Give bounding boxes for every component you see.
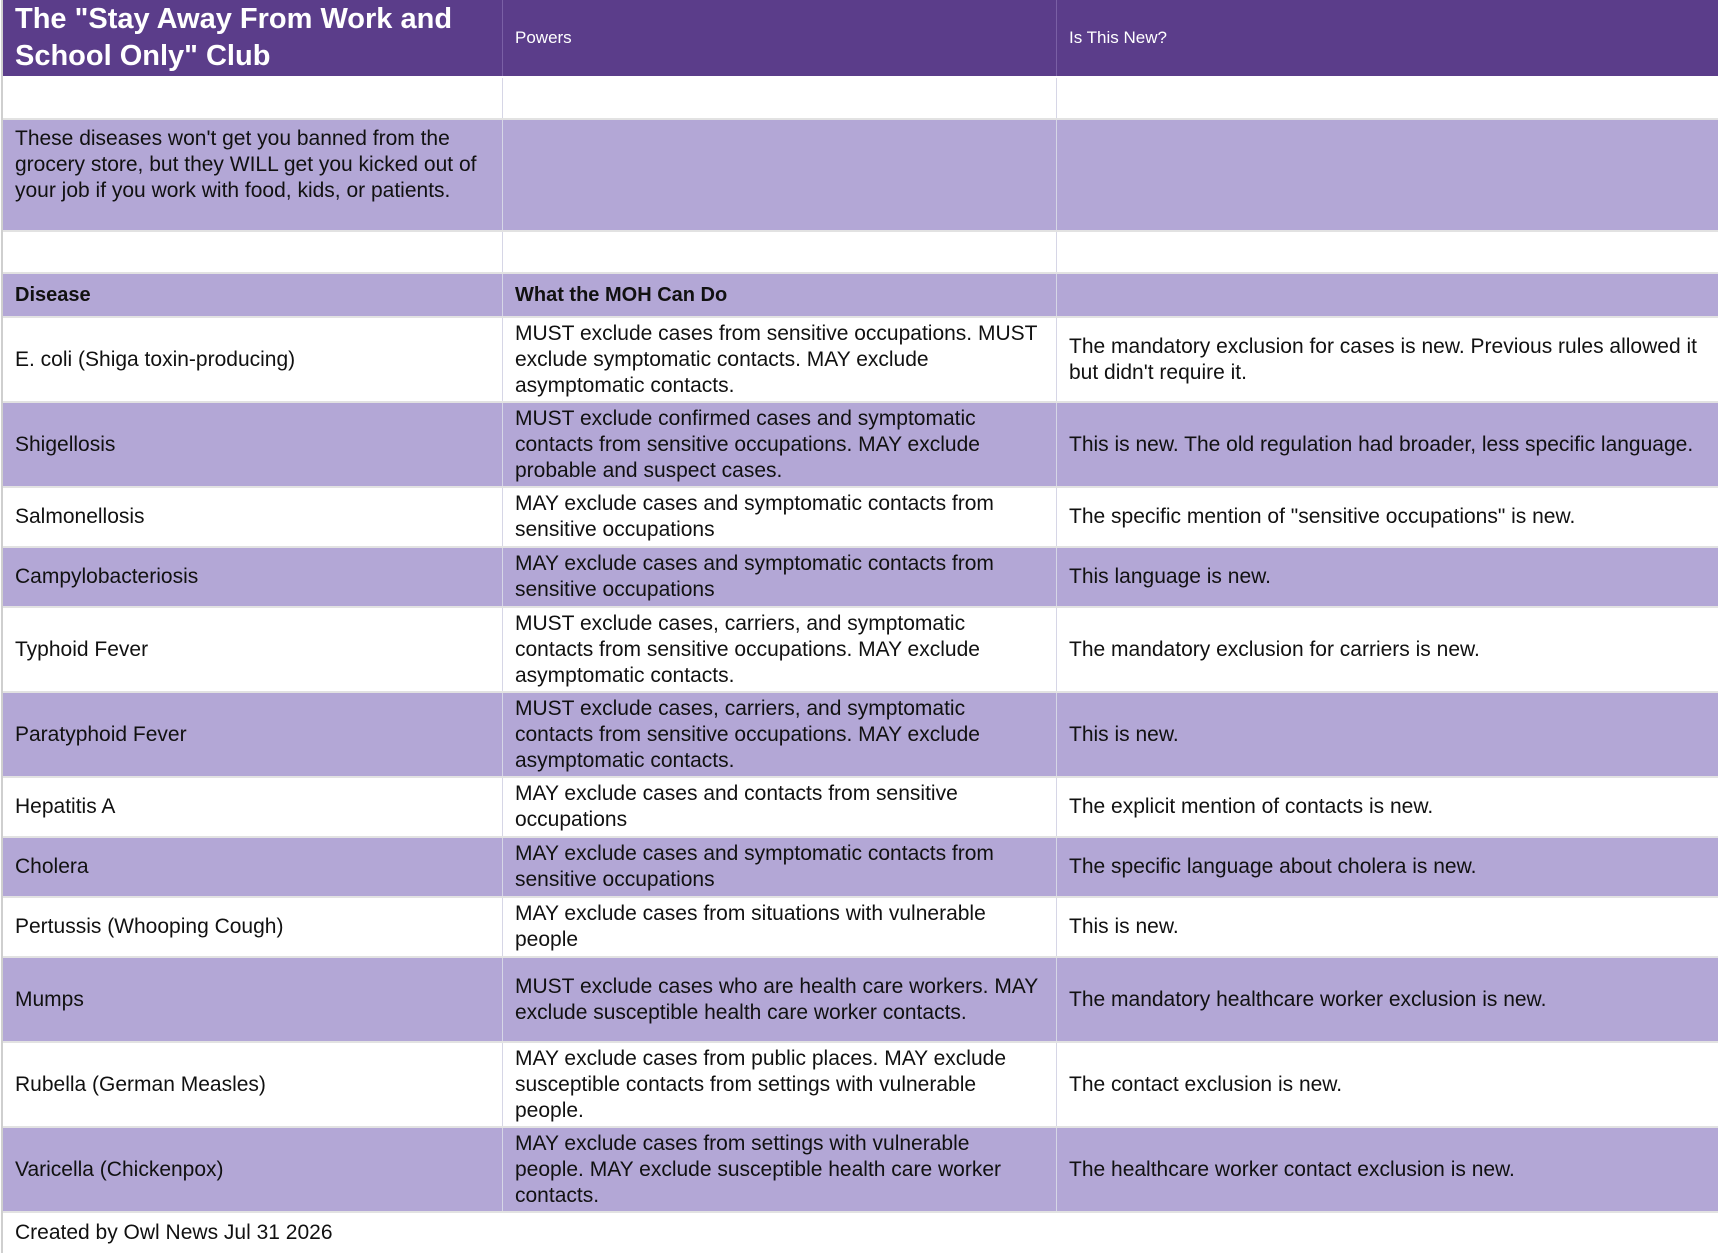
table-row	[3, 958, 1718, 1043]
powers-cell: MUST exclude cases, carriers, and symptomatic contacts from sensitive occupations. MAY exclude asymptomatic contacts.	[503, 608, 1057, 691]
moh-powers-column-header: What the MOH Can Do	[503, 274, 1057, 316]
table-row	[3, 608, 1718, 693]
powers-cell: MAY exclude cases and symptomatic contacts from sensitive occupations	[503, 838, 1057, 896]
is-new-column-header: Is This New?	[1057, 0, 1718, 76]
disease-cell: E. coli (Shiga toxin-producing)	[3, 318, 503, 401]
powers-cell: MAY exclude cases and symptomatic contacts from sensitive occupations	[503, 488, 1057, 546]
disease-column-header: Disease	[3, 274, 503, 316]
is-new-cell: The specific mention of "sensitive occupations" is new.	[1069, 505, 1576, 528]
spacer-row	[3, 232, 1718, 274]
disease-cell: Pertussis (Whooping Cough)	[3, 898, 503, 956]
powers-cell: MUST exclude cases, carriers, and symptomatic contacts from sensitive occupations. MAY exclude asymptomatic contacts.	[503, 693, 1057, 776]
powers-cell: MUST exclude cases from sensitive occupations. MUST exclude symptomatic contacts. MAY exclude asymptomatic contacts.	[503, 318, 1057, 401]
table-title: The "Stay Away From Work and School Only" Club	[3, 0, 503, 76]
is-new-cell: The specific language about cholera is new.	[1069, 855, 1477, 878]
disease-cell: Paratyphoid Fever	[3, 693, 503, 776]
disease-table	[1, 0, 1718, 1253]
table-row	[3, 488, 1718, 548]
table-row	[3, 403, 1718, 488]
intro-row	[3, 120, 1718, 232]
disease-cell: Mumps	[3, 958, 503, 1041]
is-new-cell: The mandatory exclusion for cases is new. Previous rules allowed it but didn't require it.	[1069, 334, 1697, 384]
powers-cell: MUST exclude cases who are health care workers. MAY exclude susceptible health care worker contacts.	[503, 958, 1057, 1041]
table-row	[3, 898, 1718, 958]
disease-cell: Varicella (Chickenpox)	[3, 1128, 503, 1211]
powers-cell: MAY exclude cases from settings with vulnerable people. MAY exclude susceptible health care worker contacts.	[503, 1128, 1057, 1211]
is-new-cell: The contact exclusion is new.	[1069, 1072, 1343, 1096]
footer-credit: Created by Owl News Jul 31 2026	[15, 1221, 333, 1244]
is-new-cell: This language is new.	[1069, 565, 1271, 588]
disease-cell: Typhoid Fever	[3, 608, 503, 691]
powers-cell: MAY exclude cases from public places. MAY exclude susceptible contacts from settings with vulnerable people.	[503, 1043, 1057, 1126]
disease-cell: Cholera	[3, 838, 503, 896]
powers-cell: MAY exclude cases and symptomatic contacts from sensitive occupations	[503, 548, 1057, 606]
table-row	[3, 693, 1718, 778]
table-row	[3, 318, 1718, 403]
is-new-cell: This is new.	[1069, 915, 1179, 938]
disease-cell: Salmonellosis	[3, 488, 503, 546]
spacer-row	[3, 78, 1718, 120]
is-new-cell: The mandatory healthcare worker exclusion is new.	[1069, 987, 1547, 1011]
powers-cell: MAY exclude cases and contacts from sensitive occupations	[503, 778, 1057, 836]
disease-cell: Campylobacteriosis	[3, 548, 503, 606]
is-new-cell: This is new.	[1069, 722, 1179, 746]
is-new-cell: The healthcare worker contact exclusion is new.	[1069, 1157, 1515, 1181]
table-row	[3, 838, 1718, 898]
table-row	[3, 778, 1718, 838]
table-header	[3, 0, 1718, 78]
footer-row	[3, 1213, 1718, 1253]
table-row	[3, 1128, 1718, 1213]
column-header-row	[3, 274, 1718, 318]
is-new-cell: The mandatory exclusion for carriers is new.	[1069, 637, 1480, 661]
is-new-cell: The explicit mention of contacts is new.	[1069, 795, 1434, 818]
disease-cell: Shigellosis	[3, 403, 503, 486]
powers-cell: MAY exclude cases from situations with vulnerable people	[503, 898, 1057, 956]
powers-cell: MUST exclude confirmed cases and symptomatic contacts from sensitive occupations. MAY exclude probable and suspect cases.	[503, 403, 1057, 486]
powers-column-header: Powers	[503, 0, 1057, 76]
disease-cell: Rubella (German Measles)	[3, 1043, 503, 1126]
table-row	[3, 548, 1718, 608]
table-row	[3, 1043, 1718, 1128]
disease-cell: Hepatitis A	[3, 778, 503, 836]
is-new-cell: This is new. The old regulation had broader, less specific language.	[1069, 432, 1694, 456]
intro-text: These diseases won't get you banned from the grocery store, but they WILL get you kicked out of your job if you work with food, kids, or patients.	[3, 120, 503, 230]
